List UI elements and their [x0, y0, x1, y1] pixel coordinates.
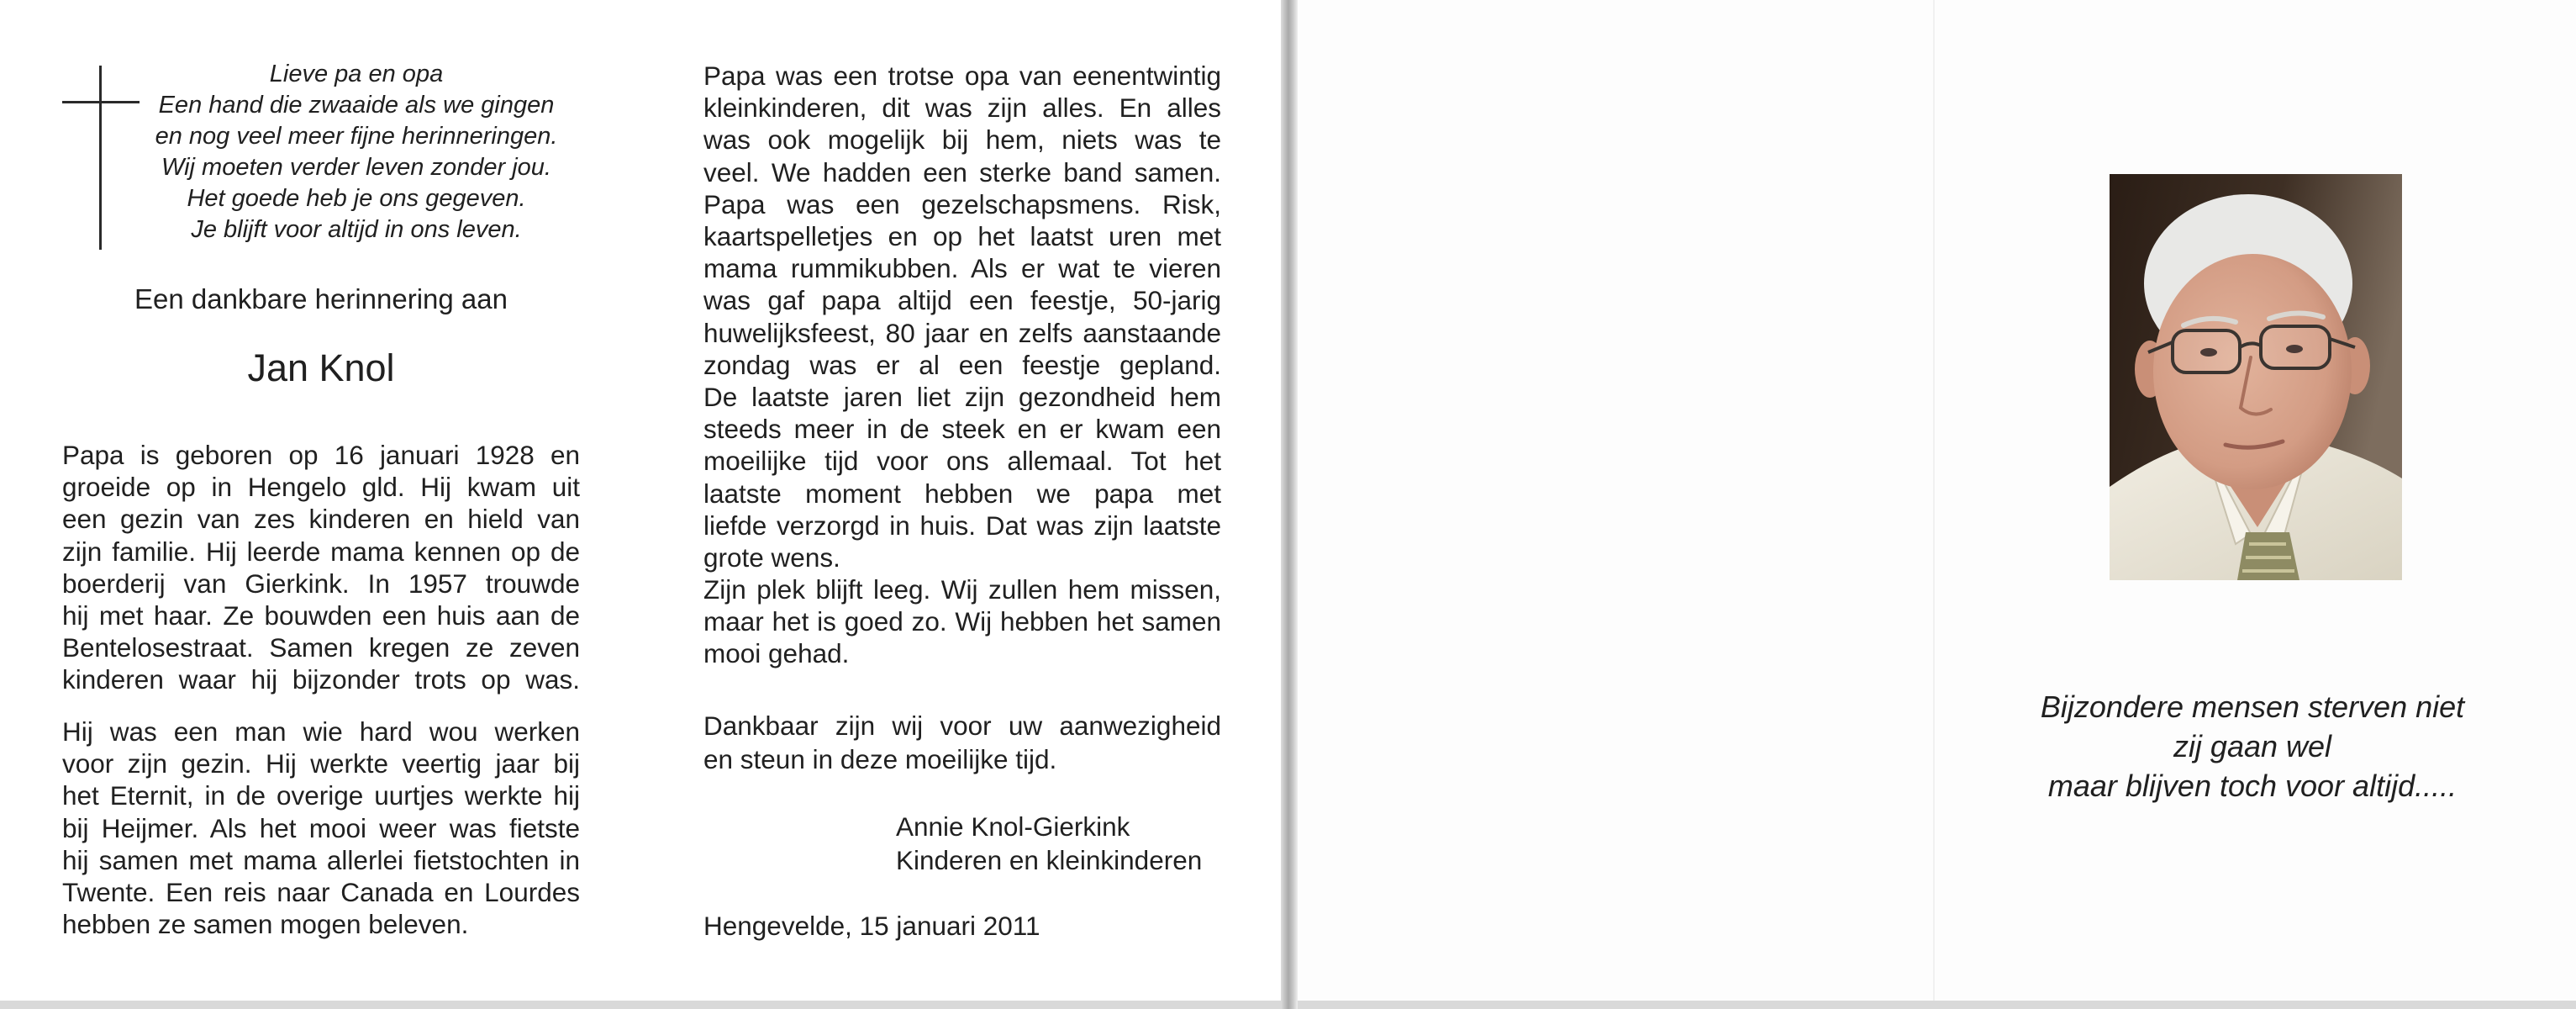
- text-line: hebben ze samen mogen beleven.: [62, 909, 469, 940]
- card-gap-shadow: [1281, 0, 1298, 1009]
- poem-line: Lieve pa en opa: [269, 61, 444, 87]
- text-line: moeilijke tijd voor ons allemaal. Tot het: [703, 446, 1221, 477]
- text-line: hij met haar. Ze bouwden een huis aan de: [62, 600, 580, 631]
- text-line: maar het is goed zo. Wij hebben het samen: [703, 606, 1221, 637]
- thanks-paragraph: [703, 709, 1221, 776]
- text-line: Twente. Een reis naar Canada en Lourdes: [62, 877, 580, 908]
- portrait-illustration: [2110, 174, 2402, 580]
- story-paragraph: [703, 60, 1221, 573]
- quote-line: Bijzondere mensen sterven niet: [2040, 689, 2465, 724]
- memorial-poem: [146, 59, 566, 246]
- poem-line: en nog veel meer fijne herinneringen.: [155, 123, 558, 150]
- fold-line: [1933, 0, 1935, 1001]
- text-line: Hij was een man wie hard wou werken: [62, 716, 580, 747]
- signature-block: [896, 810, 1202, 877]
- story-paragraph: [62, 439, 580, 696]
- text-line: Zijn plek blijft leeg. Wij zullen hem missen,: [703, 574, 1221, 605]
- place-and-date: Hengevelde, 15 januari 2011: [703, 911, 1040, 941]
- text-line: Papa was een gezelschapsmens. Risk,: [703, 188, 1221, 219]
- text-line: De laatste jaren liet zijn gezondheid hem: [703, 382, 1221, 413]
- text-line: hij samen met mama allerlei fietstochten in: [62, 844, 580, 875]
- text-line: steeds meer in de steek en er kwam een: [703, 414, 1221, 445]
- story-paragraph: [62, 716, 580, 940]
- portrait-photo: [2110, 174, 2402, 580]
- poem-line: Wij moeten verder leven zonder jou.: [161, 154, 551, 181]
- text-line: Papa is geboren op 16 januari 1928 en: [62, 440, 580, 470]
- text-line: veel. We hadden een sterke band samen.: [703, 156, 1221, 188]
- text-line: zijn familie. Hij leerde mama kennen op de: [62, 536, 580, 567]
- text-line: kinderen waar hij bijzonder trots op was.: [62, 664, 580, 695]
- text-line: mama rummikubben. Als er wat te vieren: [703, 253, 1221, 284]
- cross-vertical-bar: [99, 66, 102, 250]
- quote-line: maar blijven toch voor altijd.....: [2047, 769, 2457, 803]
- text-line: was gaf papa altijd een feestje, 50-jarig: [703, 285, 1221, 316]
- text-line: boerderij van Gierkink. In 1957 trouwde: [62, 568, 580, 599]
- memorial-quote: [1958, 687, 2547, 806]
- story-paragraph: [703, 573, 1221, 670]
- text-line: huwelijksfeest, 80 jaar en zelfs aanstaande: [703, 317, 1221, 348]
- text-line: Papa was een trotse opa van eenentwintig: [703, 61, 1221, 91]
- poem-line: Een hand die zwaaide als we gingen: [158, 92, 555, 119]
- dedication-heading: Een dankbare herinnering aan: [134, 283, 508, 314]
- text-line: zondag was er al een feestje gepland.: [703, 349, 1221, 380]
- text-line: Dankbaar zijn wij voor uw aanwezigheid: [703, 711, 1221, 741]
- text-line: groeide op in Hengelo gld. Hij kwam uit: [62, 472, 580, 503]
- text-line: bij Heijmer. Als het mooi weer was fietste: [62, 812, 580, 843]
- text-line: een gezin van zes kinderen en hield van: [62, 504, 580, 535]
- deceased-name: Jan Knol: [247, 346, 395, 389]
- text-line: was ook mogelijk bij hem, niets was te: [703, 124, 1221, 156]
- text-line: mooi gehad.: [703, 638, 850, 669]
- text-line: liefde verzorgd in huis. Dat was zijn laatste: [703, 510, 1221, 541]
- poem-line: Het goede heb je ons gegeven.: [187, 185, 526, 212]
- signature-line: Kinderen en kleinkinderen: [896, 845, 1203, 875]
- text-line: het Eternit, in de overige uurtjes werkte hij: [62, 780, 580, 811]
- text-line: grote wens.: [703, 542, 840, 573]
- text-line: kaartspelletjes en op het laatst uren met: [703, 221, 1221, 252]
- text-line: voor zijn gezin. Hij werkte veertig jaar bij: [62, 748, 580, 779]
- text-line: Bentelosestraat. Samen kregen ze zeven: [62, 632, 580, 663]
- text-line: en steun in deze moeilijke tijd.: [703, 744, 1057, 774]
- quote-line: zij gaan wel: [2173, 729, 2332, 763]
- poem-line: Je blijft voor altijd in ons leven.: [191, 216, 522, 243]
- text-line: laatste moment hebben we papa met: [703, 478, 1221, 509]
- text-line: kleinkinderen, dit was zijn alles. En alles: [703, 92, 1221, 124]
- cross-horizontal-bar: [62, 101, 140, 103]
- signature-line: Annie Knol-Gierkink: [896, 811, 1130, 842]
